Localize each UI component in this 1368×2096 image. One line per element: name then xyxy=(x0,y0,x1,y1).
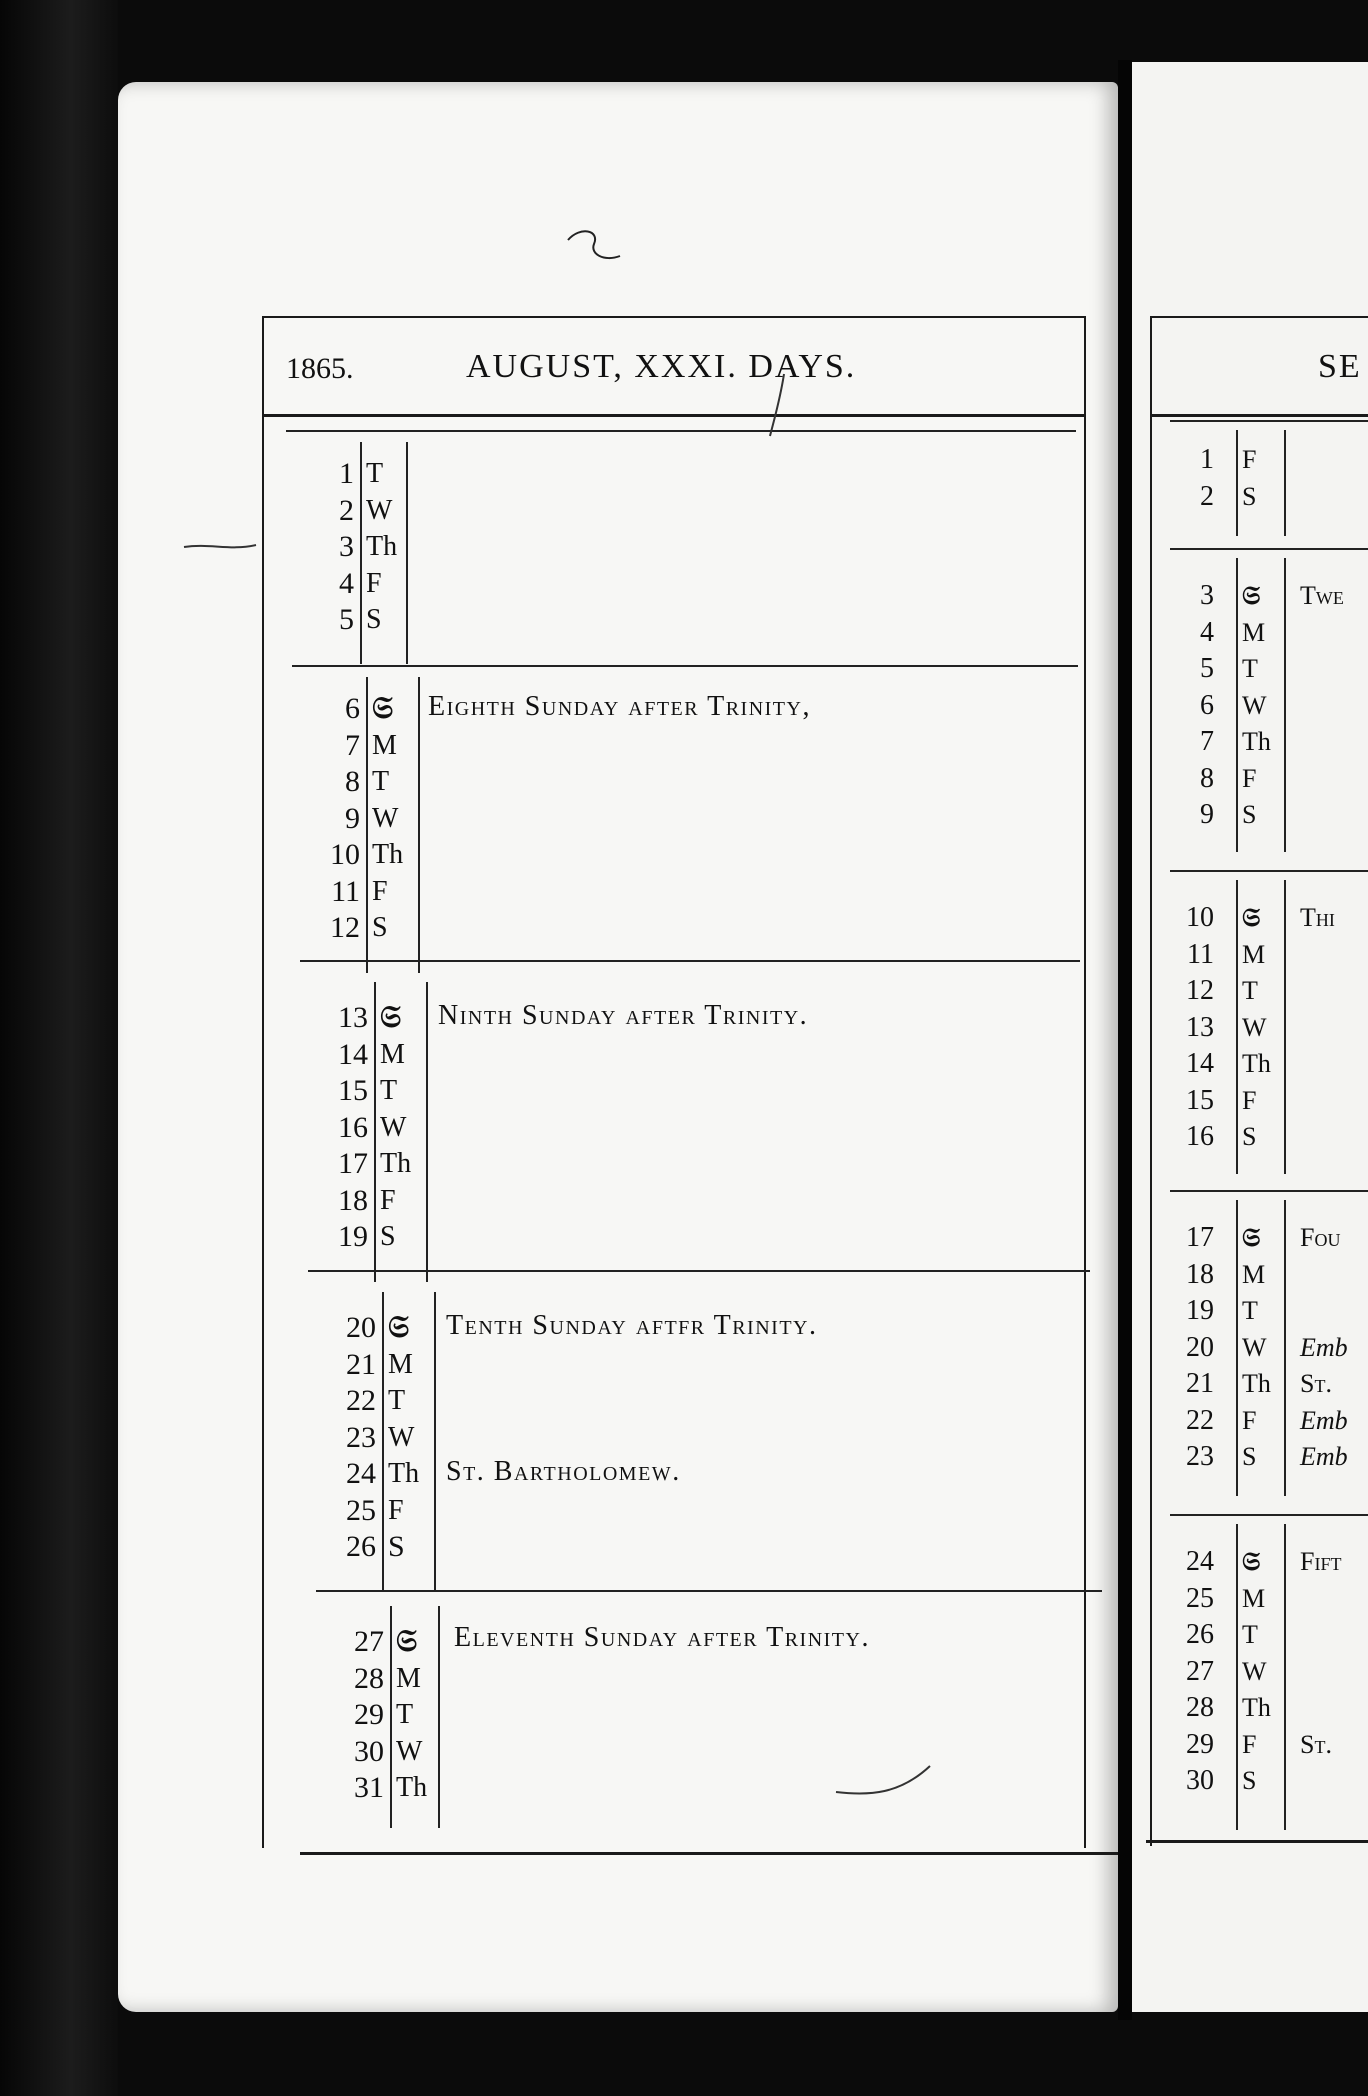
weekday-letter: F xyxy=(380,1184,396,1216)
weekday-letter: M xyxy=(1242,617,1266,647)
date-number: 23 xyxy=(1186,1441,1214,1472)
column-rule xyxy=(382,1292,384,1592)
sunday-glyph: 𝔖 xyxy=(1242,903,1261,932)
date-number: 23 xyxy=(346,1420,376,1454)
date-number: 20 xyxy=(346,1311,376,1344)
weekday-letter: S xyxy=(372,912,388,943)
day-note: St. xyxy=(1300,1369,1332,1398)
weekday-letter: S xyxy=(1242,800,1257,829)
sunday-note: Tenth Sunday aftfr Trinity. xyxy=(446,1310,818,1341)
date-number: 30 xyxy=(1186,1765,1214,1796)
weekday-column xyxy=(380,1000,411,1256)
weekday-letter: W xyxy=(366,494,393,526)
right-calendar-bottom-rule xyxy=(1146,1840,1368,1843)
column-rule xyxy=(366,677,368,973)
column-rule xyxy=(426,982,428,1282)
date-number: 1 xyxy=(339,457,354,490)
date-number: 26 xyxy=(346,1530,376,1563)
date-number: 25 xyxy=(346,1493,376,1527)
date-number: 29 xyxy=(1186,1728,1214,1760)
column-rule xyxy=(1284,1200,1286,1496)
year-label: 1865. xyxy=(286,352,354,385)
calendar-header xyxy=(1152,318,1368,417)
sunday-glyph: 𝔖 xyxy=(388,1310,410,1345)
month-title: AUGUST, XXXI. DAYS. xyxy=(466,348,857,385)
column-rule xyxy=(1236,430,1238,536)
sunday-glyph: 𝔖 xyxy=(380,1000,402,1035)
page-gutter xyxy=(1118,60,1132,2020)
date-column xyxy=(310,1000,368,1256)
weekday-letter: F xyxy=(1242,445,1257,474)
date-number: 3 xyxy=(339,530,354,563)
date-number: 5 xyxy=(1200,653,1214,684)
date-number: 11 xyxy=(1187,938,1214,970)
weekday-letter: T xyxy=(1242,976,1258,1005)
date-number: 7 xyxy=(1200,726,1214,757)
weekday-letter: W xyxy=(1242,1012,1267,1042)
date-number: 16 xyxy=(1186,1121,1214,1152)
column-rule xyxy=(374,982,376,1282)
weekday-letter: M xyxy=(372,729,397,761)
weekday-letter: T xyxy=(372,766,390,797)
date-number: 3 xyxy=(1200,580,1214,611)
date-number: 2 xyxy=(339,493,354,527)
weekday-letter: Th xyxy=(366,531,398,562)
date-number: 12 xyxy=(1186,975,1214,1006)
weekday-letter: S xyxy=(1242,1442,1257,1471)
date-number: 14 xyxy=(1186,1048,1214,1079)
date-number: 14 xyxy=(338,1037,368,1071)
weekday-letter: Th xyxy=(1242,727,1271,756)
column-rule xyxy=(390,1606,392,1828)
column-rule xyxy=(438,1606,440,1828)
date-number: 17 xyxy=(338,1147,368,1180)
date-number: 30 xyxy=(354,1734,384,1768)
day-note: Twe xyxy=(1300,581,1344,610)
sunday-glyph: 𝔖 xyxy=(372,691,394,726)
date-number: 20 xyxy=(1186,1331,1214,1363)
date-number: 26 xyxy=(1186,1619,1214,1650)
date-number: 21 xyxy=(346,1347,376,1381)
sunday-note: Eighth Sunday after Trinity, xyxy=(428,691,811,722)
date-number: 28 xyxy=(354,1661,384,1695)
weekday-letter: F xyxy=(372,875,388,907)
date-number: 29 xyxy=(354,1698,384,1731)
weekday-column xyxy=(396,1624,427,1807)
date-number: 27 xyxy=(354,1625,384,1658)
date-number: 1 xyxy=(1200,444,1214,475)
column-rule xyxy=(1236,880,1238,1174)
date-number: 4 xyxy=(1200,616,1214,648)
weekday-letter: W xyxy=(372,802,399,834)
weekday-letter: S xyxy=(366,604,382,635)
weekday-letter: T xyxy=(366,458,384,489)
date-number: 31 xyxy=(354,1771,384,1804)
ink-mark-icon xyxy=(764,370,794,440)
date-number: 8 xyxy=(345,765,360,798)
weekday-letter: W xyxy=(380,1111,407,1143)
weekday-letter: M xyxy=(1242,1259,1266,1289)
weekday-letter: M xyxy=(1242,939,1266,969)
date-number: 19 xyxy=(1186,1295,1214,1326)
column-rule xyxy=(1236,1524,1238,1830)
month-title-fragment: SE xyxy=(1318,348,1362,385)
date-number: 15 xyxy=(338,1074,368,1107)
date-column xyxy=(318,1310,376,1566)
book-spine xyxy=(0,0,118,2096)
date-number: 10 xyxy=(330,838,360,871)
day-note: Emb xyxy=(1300,1442,1348,1471)
feast-note: St. Bartholomew. xyxy=(446,1456,681,1487)
date-column xyxy=(326,1624,384,1807)
day-note: Thi xyxy=(1300,903,1335,932)
week-block-1 xyxy=(286,430,1076,662)
weekday-column xyxy=(388,1310,419,1566)
weekday-letter: W xyxy=(396,1735,423,1767)
date-column xyxy=(296,456,354,639)
date-number: 18 xyxy=(1186,1258,1214,1290)
column-rule xyxy=(1236,558,1238,852)
column-rule xyxy=(1284,558,1286,852)
weekday-letter: T xyxy=(1242,1296,1258,1325)
sunday-glyph: 𝔖 xyxy=(1242,581,1261,610)
weekday-letter: W xyxy=(1242,1656,1267,1686)
weekday-letter: S xyxy=(388,1530,405,1563)
ink-mark-icon xyxy=(560,222,630,272)
date-number: 16 xyxy=(338,1110,368,1144)
weekday-letter: S xyxy=(1242,481,1257,511)
weekday-letter: T xyxy=(1242,654,1258,683)
week-block-4 xyxy=(308,1270,1090,1582)
column-rule xyxy=(1284,1524,1286,1830)
weekday-letter: Th xyxy=(372,839,404,870)
day-note: Emb xyxy=(1300,1405,1348,1435)
weekday-letter: T xyxy=(1242,1620,1258,1649)
date-number: 22 xyxy=(1186,1404,1214,1436)
date-number: 4 xyxy=(339,566,354,600)
sunday-glyph: 𝔖 xyxy=(1242,1223,1261,1252)
column-rule xyxy=(434,1292,436,1592)
date-number: 13 xyxy=(1186,1011,1214,1043)
date-number: 21 xyxy=(1186,1368,1214,1399)
weekday-letter: M xyxy=(1242,1583,1266,1613)
weekday-letter: Th xyxy=(1242,1693,1271,1722)
date-column xyxy=(302,691,360,947)
date-number: 19 xyxy=(338,1220,368,1253)
day-note: Fou xyxy=(1300,1223,1341,1252)
date-number: 17 xyxy=(1186,1222,1214,1253)
weekday-letter: Th xyxy=(396,1772,428,1803)
date-number: 6 xyxy=(345,692,360,725)
calendar-bottom-rule xyxy=(300,1852,1118,1855)
weekday-letter: T xyxy=(396,1699,414,1730)
column-rule xyxy=(360,442,362,664)
week-block-5 xyxy=(316,1590,1102,1838)
weekday-letter: F xyxy=(1242,1085,1257,1115)
sunday-glyph: 𝔖 xyxy=(1242,1547,1261,1576)
weekday-letter: W xyxy=(1242,690,1267,720)
column-rule xyxy=(406,442,408,664)
date-number: 27 xyxy=(1186,1655,1214,1687)
date-number: 13 xyxy=(338,1001,368,1034)
weekday-letter: F xyxy=(388,1494,404,1526)
weekday-letter: Th xyxy=(380,1148,412,1179)
date-number: 6 xyxy=(1200,689,1214,721)
weekday-letter: F xyxy=(1242,1405,1257,1435)
weekday-letter: M xyxy=(380,1038,405,1070)
date-number: 9 xyxy=(1200,799,1214,830)
date-number: 24 xyxy=(1186,1546,1214,1577)
date-number: 5 xyxy=(339,603,354,636)
weekday-letter: S xyxy=(380,1221,396,1252)
calendar-header xyxy=(264,318,1084,417)
weekday-letter: F xyxy=(366,567,382,599)
weekday-letter: S xyxy=(1242,1122,1257,1151)
weekday-letter: F xyxy=(1242,763,1257,793)
date-number: 24 xyxy=(346,1457,376,1490)
ink-mark-icon xyxy=(830,1760,940,1800)
day-note: Fift xyxy=(1300,1547,1342,1576)
weekday-column xyxy=(366,456,397,639)
column-rule xyxy=(1284,880,1286,1174)
ink-mark-icon xyxy=(180,535,260,555)
sunday-note: Ninth Sunday after Trinity. xyxy=(438,1000,809,1031)
weekday-letter: M xyxy=(396,1662,421,1694)
week-block-3 xyxy=(300,960,1080,1272)
date-number: 15 xyxy=(1186,1084,1214,1116)
weekday-letter: Th xyxy=(1242,1369,1271,1398)
date-number: 10 xyxy=(1186,902,1214,933)
date-number: 12 xyxy=(330,911,360,944)
weekday-letter: M xyxy=(388,1348,413,1380)
weekday-letter: T xyxy=(380,1075,398,1106)
date-number: 28 xyxy=(1186,1692,1214,1723)
date-number: 8 xyxy=(1200,762,1214,794)
date-number: 7 xyxy=(345,728,360,762)
column-rule xyxy=(1284,430,1286,536)
date-number: 18 xyxy=(338,1183,368,1217)
column-rule xyxy=(1236,1200,1238,1496)
date-number: 11 xyxy=(331,874,360,908)
weekday-letter: S xyxy=(1242,1766,1257,1795)
date-number: 25 xyxy=(1186,1582,1214,1614)
date-number: 9 xyxy=(345,801,360,835)
day-note: St. xyxy=(1300,1729,1332,1759)
sunday-glyph: 𝔖 xyxy=(396,1624,418,1659)
weekday-column xyxy=(372,691,403,947)
day-note: Emb xyxy=(1300,1332,1348,1362)
weekday-letter: W xyxy=(388,1421,415,1453)
date-number: 22 xyxy=(346,1384,376,1417)
weekday-letter: W xyxy=(1242,1332,1267,1362)
weekday-letter: T xyxy=(388,1385,406,1416)
sunday-note: Eleventh Sunday after Trinity. xyxy=(454,1622,870,1653)
weekday-letter: F xyxy=(1242,1729,1257,1759)
weekday-letter: Th xyxy=(1242,1049,1271,1078)
week-block-2 xyxy=(292,665,1078,967)
weekday-letter: Th xyxy=(388,1458,420,1489)
date-number: 2 xyxy=(1200,480,1214,512)
column-rule xyxy=(418,677,420,973)
